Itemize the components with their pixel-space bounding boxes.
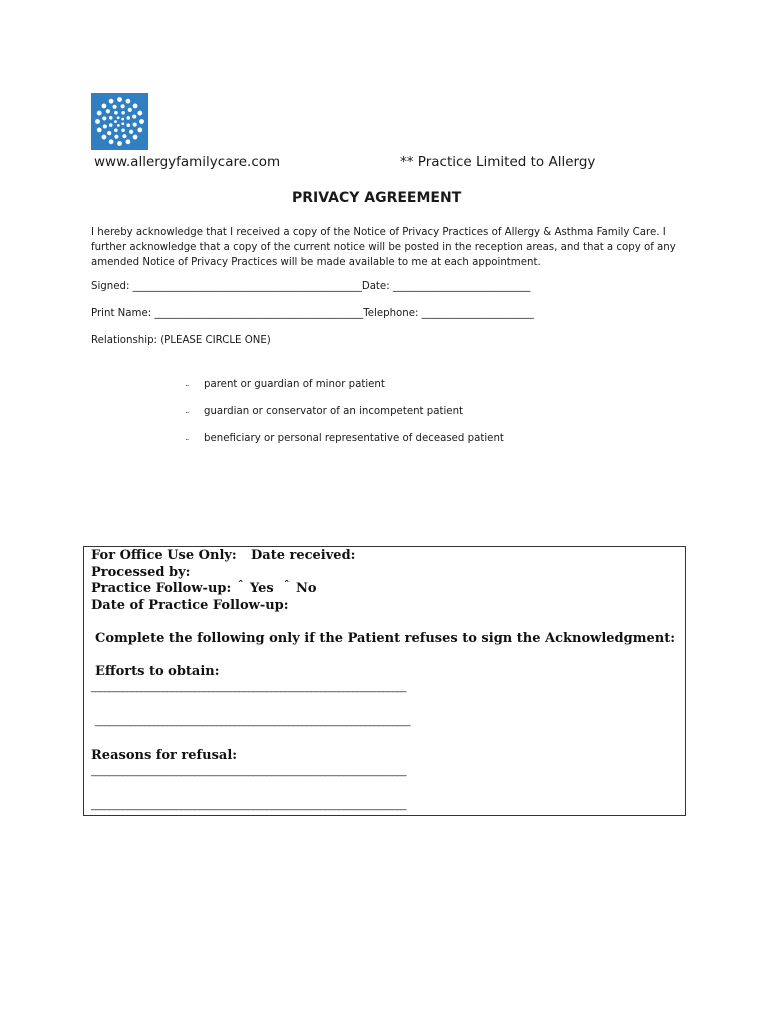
refuse-instruction: Complete the following only if the Patient refuses to sign the Acknowledgment: [95,631,676,646]
logo-dot [126,123,130,127]
logo-dot [97,111,102,116]
logo-dot [117,97,122,102]
no-label: No [296,581,317,596]
logo-dot [109,99,114,104]
practice-logo [91,93,148,150]
no-checkbox-icon[interactable]: ˆ [284,579,290,592]
reasons-line[interactable]: ______________________________________________________________________ [91,766,406,777]
relationship-option[interactable] [185,431,504,450]
logo-dot [133,104,138,109]
logo-dot [126,139,131,144]
logo-dot [114,111,118,115]
logo-dot [109,123,113,127]
logo-dot [117,141,122,146]
document-title: PRIVACY AGREEMENT [292,190,462,206]
efforts-label: Efforts to obtain: [95,664,220,679]
yes-label: Yes [250,581,274,596]
logo-dot [117,124,120,127]
processed-by-label: Processed by: [91,565,191,580]
logo-dot [127,116,131,120]
website-url: www.allergyfamilycare.com [94,154,281,170]
logo-dot [109,139,114,144]
practice-followup-label: Practice Follow-up: [91,581,232,596]
logo-dot [139,119,144,124]
practice-limited-note: ** Practice Limited to Allergy [400,154,596,170]
relationship-option[interactable] [185,377,385,396]
logo-dot [102,104,107,109]
logo-dot [102,135,107,140]
logo-dot [121,129,125,133]
logo-dot [122,134,126,138]
checkbox-icon[interactable]: ¨ [185,385,190,395]
checkbox-icon[interactable]: ¨ [185,439,190,449]
logo-dot [121,118,124,121]
logo-dot [133,135,138,140]
sunburst-logo-icon [91,93,148,150]
logo-dot [137,128,142,133]
logo-dot [102,116,106,120]
logo-dot [112,105,116,109]
logo-dot [137,111,142,116]
logo-dot [103,124,107,128]
relationship-option-label: guardian or conservator of an incompetent patient [204,406,464,417]
logo-dot [106,109,110,113]
relationship-option-label: beneficiary or personal representative of deceased patient [204,433,504,444]
logo-dot [95,119,100,124]
signed-date-line[interactable]: Signed: _____________________________________________Date: ___________________________ [91,281,531,292]
date-received-label: Date received: [251,548,356,563]
logo-dot [129,130,133,134]
logo-dot [133,122,137,126]
reasons-label: Reasons for refusal: [91,748,238,763]
date-followup-label: Date of Practice Follow-up: [91,598,289,613]
efforts-line[interactable]: ______________________________________________________________________ [91,682,406,693]
logo-dot [121,122,124,125]
logo-dot [107,131,111,135]
logo-dot [117,116,120,119]
relationship-option-label: parent or guardian of minor patient [204,379,385,390]
acknowledgment-paragraph: I hereby acknowledge that I received a copy of the Notice of Privacy Practices of Allergy & Asthma Family Care. I further acknowledge that a copy of the current notice will be posted in the reception areas, and that a copy of any amended Notice of Privacy Practices will be made available to me at each appointment. [91,227,676,268]
reasons-line[interactable]: ______________________________________________________________________ [91,800,406,811]
relationship-option[interactable] [185,404,464,423]
logo-dot [128,108,132,112]
yes-checkbox-icon[interactable]: ˆ [238,579,244,592]
logo-dot [126,99,131,104]
logo-dot [114,135,118,139]
logo-dot [97,128,102,133]
print-name-telephone-line[interactable]: Print Name: _________________________________________Telephone: ______________________ [91,308,534,319]
logo-dot [109,116,113,120]
office-use-label: For Office Use Only: [91,548,237,563]
efforts-line[interactable]: ______________________________________________________________________ [95,716,410,727]
logo-dot [120,104,124,108]
logo-dot [132,114,136,118]
logo-dot [114,120,117,123]
relationship-label: Relationship: (PLEASE CIRCLE ONE) [91,335,271,346]
checkbox-icon[interactable]: ¨ [185,412,190,422]
logo-dot [121,111,125,115]
logo-dot [114,128,118,132]
